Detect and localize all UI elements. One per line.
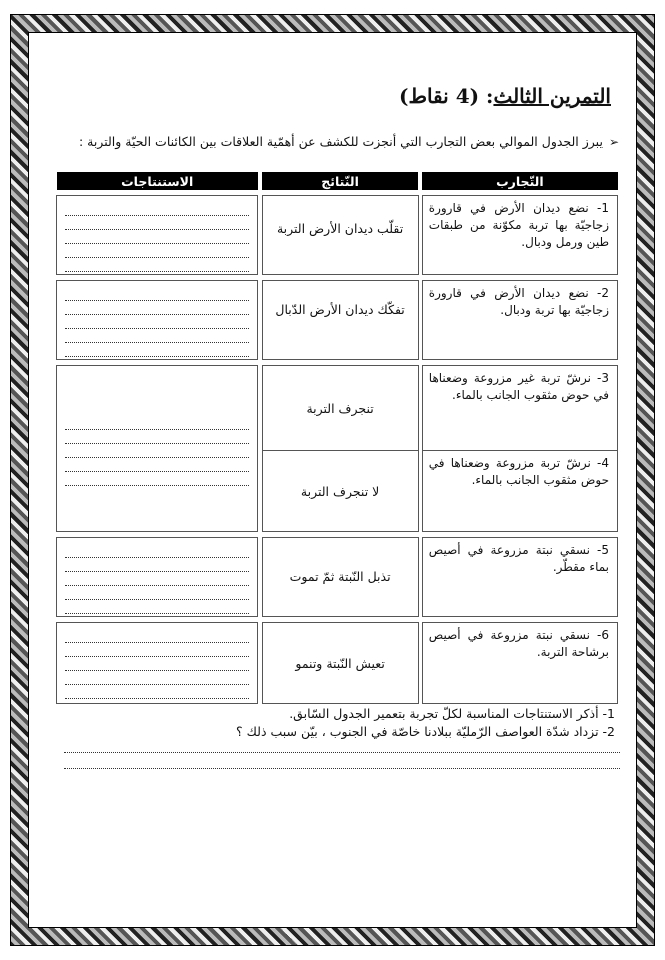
table-row [57,281,618,360]
experiment-cell: 2- نضع ديدان الأرض في قارورة زجاجيّة بها تربة ودبال. [428,286,609,317]
result-cell: تفكّك ديدان الأرض الدّبال [275,301,405,317]
conclusion-answer-area[interactable] [57,538,257,616]
result-cell: تنجرف التربة [306,400,374,416]
table-row [57,538,618,617]
result-cell: تعيش النّبتة وتنمو [295,655,385,671]
experiment-cell: 4- نرشّ تربة مزروعة وضعناها في حوض مثقوب الجانب بالماء. [428,456,609,487]
header-results: النّتائج [262,172,418,190]
experiment-cell: 1- نضع ديدان الأرض في قارورة زجاجيّة بها تربة مكوّنة من طبقات طين ورمل ودبال. [428,201,609,249]
table-row [57,623,618,704]
header-conclusions: الاستنتاجات [57,172,258,190]
experiments-table [56,172,618,704]
question-1: 1- أذكر الاستنتاجات المناسبة لكلّ تجربة بتعمير الجدول السّابق. [289,706,615,721]
title-main: التمرين الثالث [493,84,611,108]
intro-line [38,134,619,149]
worksheet [28,32,637,928]
intro-text: يبرز الجدول الموالي بعض التجارب التي أنجزت للكشف عن أهمّية العلاقات بين الكائنات الحيّة والتربة : [78,134,603,149]
decorative-border [10,14,655,946]
answer-line[interactable] [64,752,620,753]
conclusion-answer-area[interactable] [57,196,257,274]
arrow-bullet-icon: ➢ [608,135,619,149]
conclusion-answer-area[interactable] [57,281,257,359]
experiment-cell: 6- نسقي نبتة مزروعة في أصيص برشاحة التربة. [428,628,609,659]
experiment-cell: 5- نسقي نبتة مزروعة في أصيص بماء مقطّر. [428,543,609,574]
table-row [57,196,618,275]
answer-line[interactable] [64,768,620,769]
question-2: 2- تزداد شدّة العواصف الرّمليّة ببلادنا خاصّة في الجنوب ، بيّن سبب ذلك ؟ [236,724,615,739]
header-experiments: التّجارب [422,172,617,190]
exercise-title [399,84,611,108]
result-cell: تذبل النّبتة ثمّ تموت [289,568,391,584]
result-cell: تقلّب ديدان الأرض التربة [276,220,404,236]
conclusion-answer-area[interactable] [57,623,257,701]
conclusion-answer-area[interactable] [57,410,257,488]
title-points: : (4 نقاط) [399,84,494,108]
experiment-cell: 3- نرشّ تربة غير مزروعة وضعناها في حوض مثقوب الجانب بالماء. [428,371,609,402]
table-row [57,366,618,451]
result-cell: لا تنجرف التربة [300,483,380,499]
